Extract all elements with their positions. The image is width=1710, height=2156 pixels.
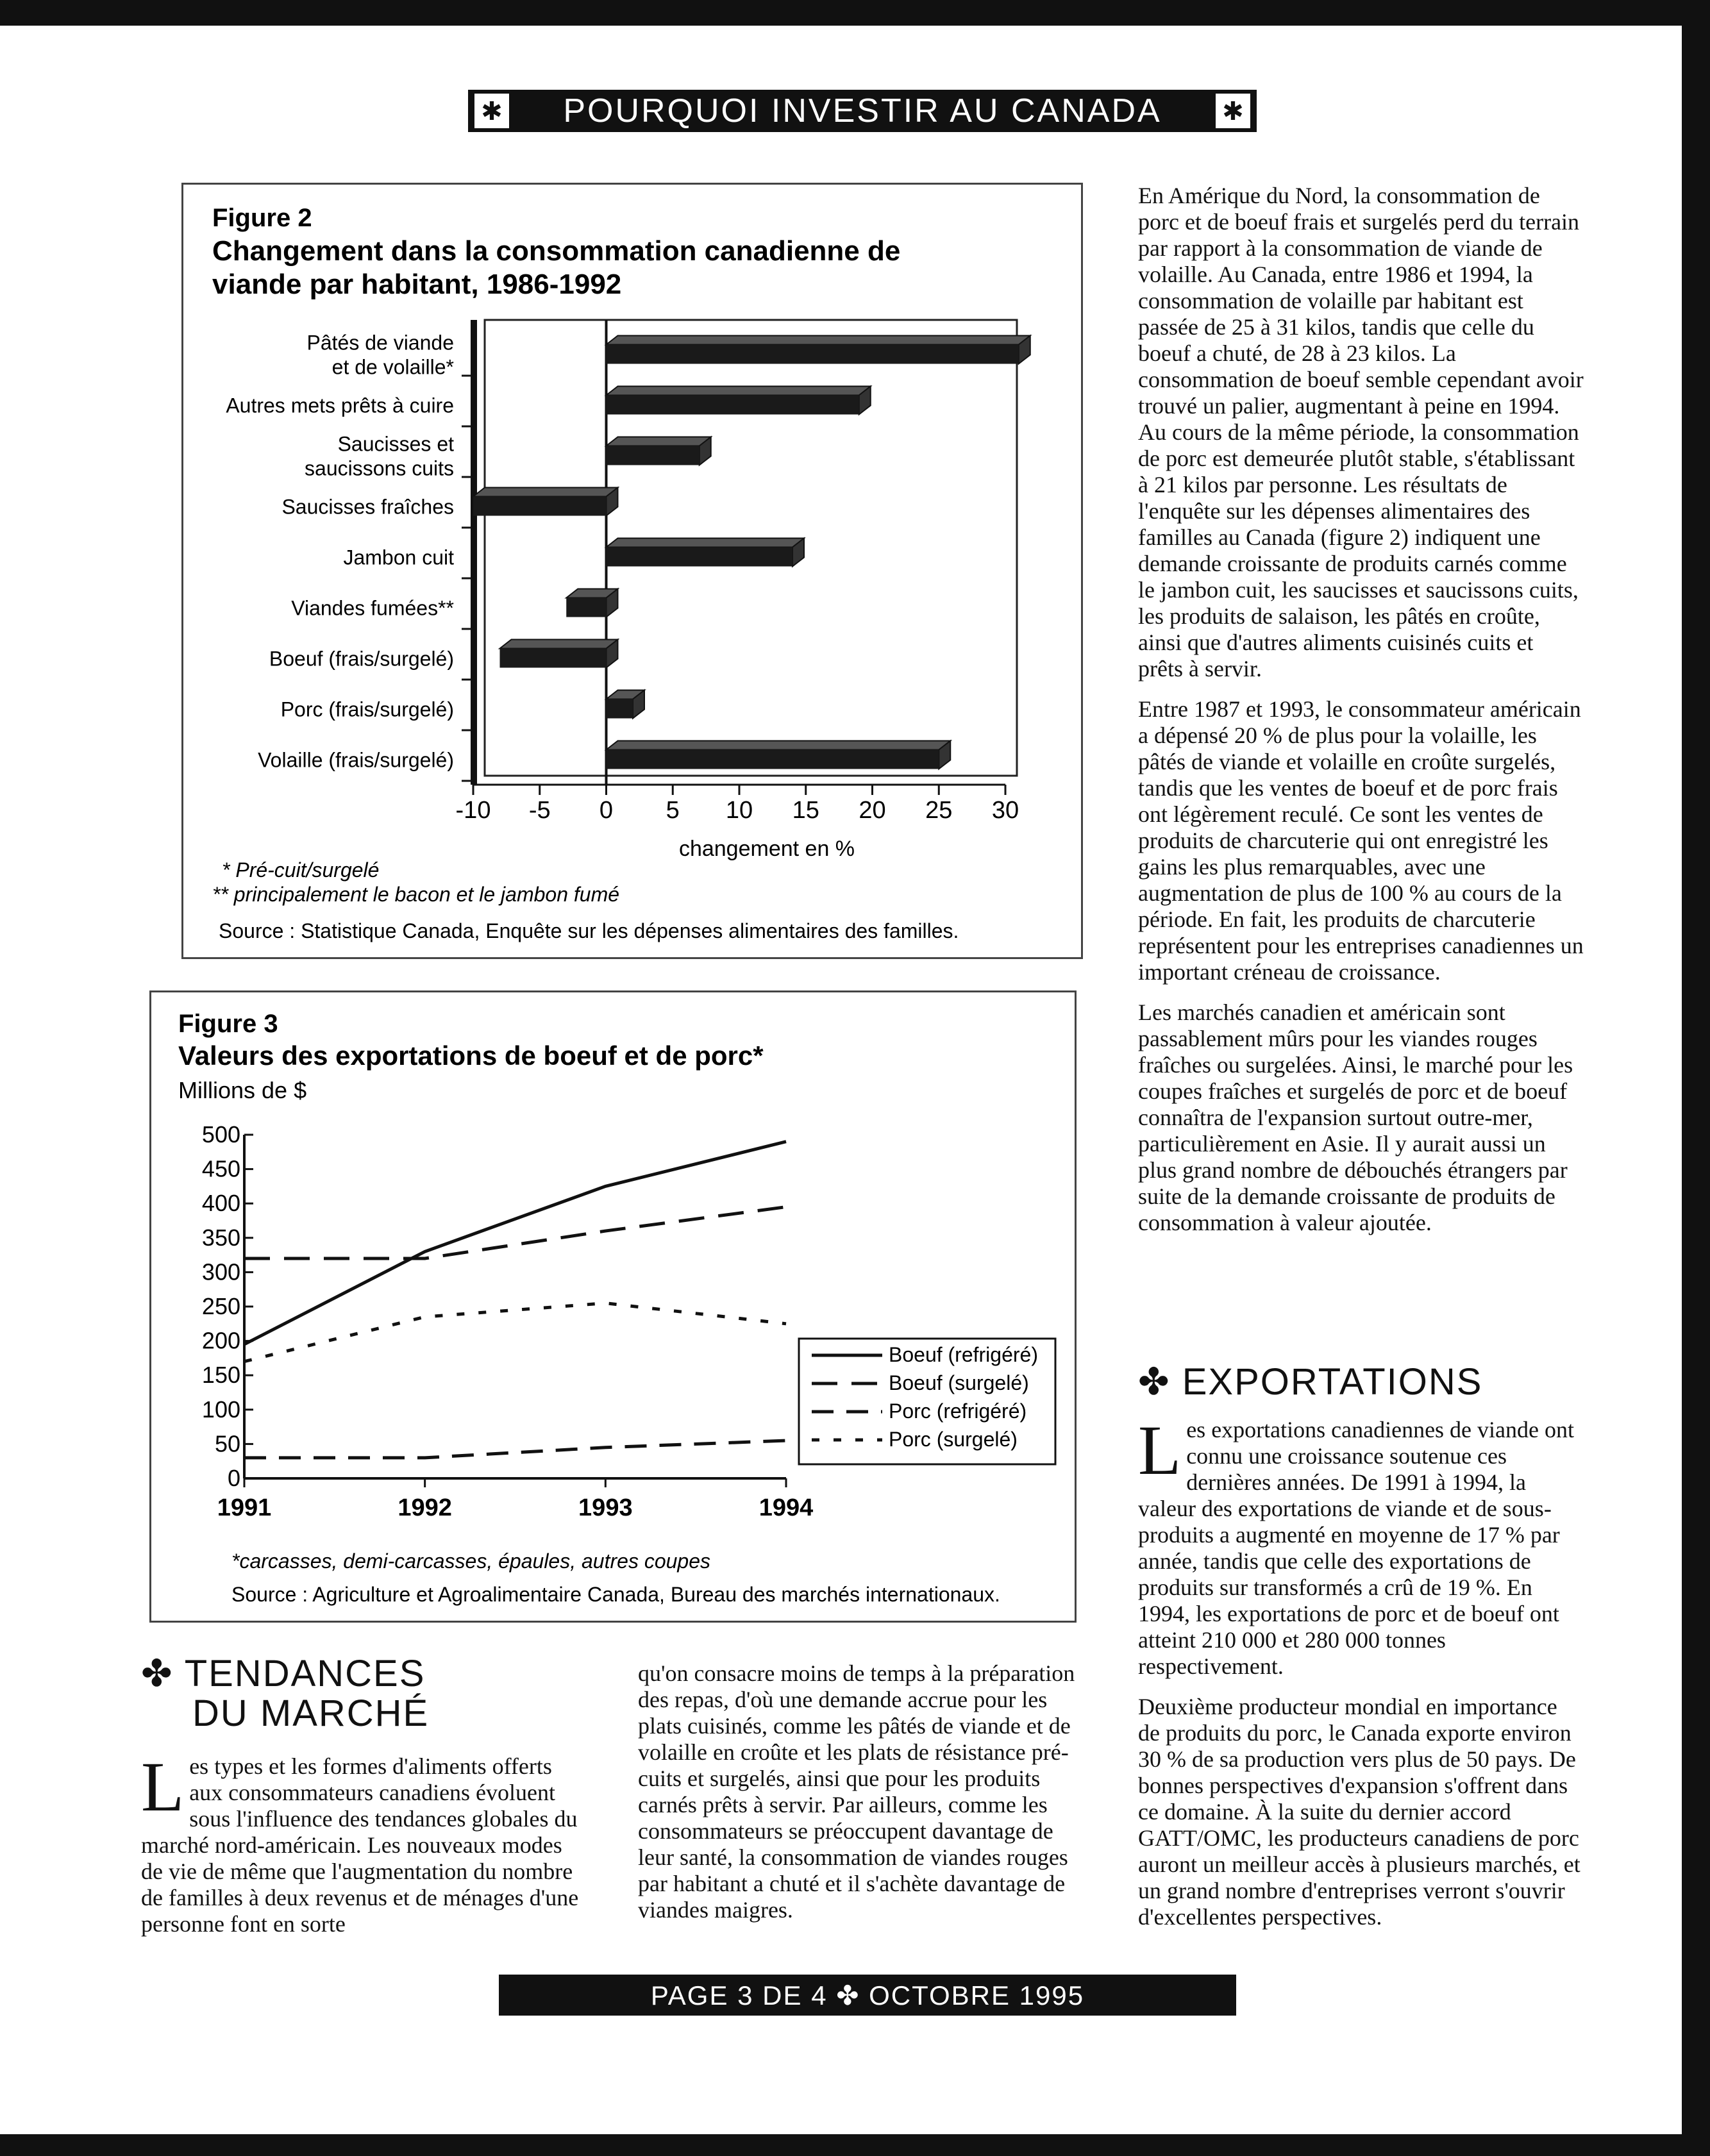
figure-3-series-line (244, 1441, 786, 1458)
figure-2-x-tick-label: 10 (725, 797, 753, 824)
paragraph: qu'on consacre moins de temps à la préparation des repas, d'où une demande accrue pour les plats cuisinés, comme les pâtés de viande et de volaille en croûte et les plats de résistance pré-cuits et surgelés, ainsi que pour les produits carnés prêts à servir. Par ailleurs, comme les consommateurs se préoccupent davantage de leur santé, la consommation de viandes rouges par habitant a chuté et il s'achète davantage de viandes maigres. (638, 1660, 1075, 1923)
top-border (0, 0, 1710, 26)
figure-3-series-line (244, 1207, 786, 1258)
figure-3-ylabel: Millions de $ (178, 1077, 307, 1103)
figure-2-source: Source : Statistique Canada, Enquête sur les dépenses alimentaires des familles. (219, 919, 959, 942)
figure-2-bar (607, 446, 700, 465)
figure-3-y-tick-label: 150 (201, 1362, 240, 1389)
figure-2-x-tick-label: -10 (455, 797, 491, 824)
figure-3-note: *carcasses, demi-carcasses, épaules, autres coupes (231, 1550, 711, 1573)
figure-3-y-tick-label: 400 (201, 1190, 240, 1217)
figure-2-bar (566, 598, 606, 617)
figure-2-bar-top (607, 741, 951, 750)
figure-2-y-axis (471, 320, 477, 785)
paragraph: Les types et les formes d'aliments offerts aux consommateurs canadiens évoluent sous l'influence des tendances globales du marché nord-américain. Les nouveaux modes de vie de même que l'augmentation du nombre de familles à deux revenus et de ménages d'une personne font en sorte (141, 1748, 579, 1937)
figure-2-category-label: Autres mets prêts à cuire (226, 394, 454, 417)
figure-2-bar (473, 497, 607, 516)
right-column (1138, 183, 1584, 1250)
figure-3-y-tick-label: 500 (201, 1121, 240, 1148)
figure-2-x-tick-label: 0 (599, 797, 614, 824)
exportations-heading: ✤ EXPORTATIONS (1138, 1361, 1483, 1403)
exportations-text (1138, 1411, 1584, 1944)
figure-3-y-tick-label: 350 (201, 1224, 240, 1251)
right-border (1682, 0, 1710, 2156)
figure-2-bar-top (607, 437, 711, 446)
figure-3-y-tick-label: 100 (201, 1396, 240, 1423)
page-footer: PAGE 3 DE 4 ✤ OCTOBRE 1995 (499, 1975, 1236, 2016)
bottom-border (0, 2134, 1710, 2156)
figure-3-y-tick-label: 300 (201, 1258, 240, 1285)
figure-3-x-tick-label: 1992 (398, 1494, 452, 1521)
figure-3-x-tick-label: 1994 (759, 1494, 814, 1521)
figure-2-category-label: Jambon cuit (343, 546, 454, 569)
figure-2-xlabel: changement en % (678, 837, 855, 861)
figure-2-x-tick-label: 5 (666, 797, 680, 824)
paragraph: En Amérique du Nord, la consommation de porc et de boeuf frais et surgelés perd du terrain par rapport à la consommation de viande de volaille. Au Canada, entre 1986 et 1994, la consommation de volaille par habitant est passée de 25 à 31 kilos, tandis que celle du boeuf a chuté, de 28 à 23 kilos. La consommation de boeuf semble cependant avoir trouvé un palier, augmentant à peine en 1994. Au cours de la même période, la consommation de porc est demeurée plutôt stable, s'établissant à 21 kilos par personne. Les résultats de l'enquête sur les dépenses alimentaires des familles au Canada (figure 2) indiquent une demande croissante de produits carnés comme le jambon cuit, les saucisses et saucissons cuits, les produits de salaison, les pâtés en croûte, ainsi que d'autres aliments cuisinés cuits et prêts à servir. (1138, 183, 1584, 681)
figure-2-bar (607, 750, 939, 769)
tendances-col2 (638, 1660, 1080, 1937)
page-header-title: POURQUOI INVESTIR AU CANADA (563, 92, 1162, 130)
figure-2-category-label: Porc (frais/surgelé) (280, 698, 454, 721)
maple-leaf-icon: ✤ (141, 1653, 174, 1694)
figure-3-series-line (244, 1142, 786, 1344)
figure-2-bar (607, 699, 633, 719)
figure-3-y-tick-label: 250 (201, 1293, 240, 1319)
figure-2-x-tick-label: 20 (859, 797, 886, 824)
figure-3-y-tick-label: 50 (214, 1430, 240, 1457)
figure-2-category-label: Viandes fumées** (291, 596, 454, 620)
figure-3-x-tick-label: 1993 (578, 1494, 633, 1521)
figure-2-title-line1: Changement dans la consommation canadienne de (212, 235, 901, 267)
figure-3-x-tick-label: 1991 (217, 1494, 272, 1521)
figure-3-label: Figure 3 (178, 1010, 278, 1038)
tendances-heading: ✤ TENDANCES DU MARCHÉ (141, 1653, 430, 1734)
figure-2-category-label: et de volaille* (331, 355, 454, 379)
figure-2-bar-top (607, 387, 871, 396)
paragraph: Deuxième producteur mondial en importance de produits du porc, le Canada exporte environ 30 % de sa production vers plus de 50 pays. De bonnes perspectives d'expansion s'offrent dans ce domaine. À la suite du dernier accord GATT/OMC, les producteurs canadiens de porc auront un meilleur accès à plusieurs marchés, et un grand nombre d'entreprises verront s'ouvrir d'excellentes perspectives. (1138, 1694, 1580, 1930)
tendances-col1 (141, 1748, 583, 1951)
figure-2-label: Figure 2 (212, 204, 312, 232)
figure-2-category-label: Saucisses fraîches (281, 495, 454, 519)
paragraph: Entre 1987 et 1993, le consommateur américain a dépensé 20 % de plus pour la volaille, les pâtés de viande et volaille en croûte surgelés, tandis que les ventes de boeuf et de porc frais ont légèrement reculé. Ce sont les ventes de produits de charcuterie qui ont enregistré les gains les plus remarquables, avec une augmentation de plus de 100 % au cours de la période. En fait, les produits de charcuterie représentent pour les entreprises canadiennes un important créneau de croissance. (1138, 696, 1584, 985)
canada-flag-icon (474, 94, 509, 128)
paragraph: Les exportations canadiennes de viande ont connu une croissance soutenue ces dernières années. De 1991 à 1994, la valeur des exportations de viande et de sous-produits a augmenté en moyenne de 17 % par année, tandis que celle des exportations de produits sur transformés a crû de 19 %. En 1994, les exportations de porc et de boeuf ont atteint 210 000 et 280 000 tonnes respectivement. (1138, 1411, 1574, 1679)
figure-3 (149, 990, 1077, 1623)
figure-2-x-tick-label: 30 (991, 797, 1019, 824)
figure-2-bar-top (500, 640, 618, 649)
figure-3-legend-label: Porc (surgelé) (889, 1428, 1018, 1451)
figure-2-note2: ** principalement le bacon et le jambon fumé (212, 883, 620, 906)
figure-2-category-label: Boeuf (frais/surgelé) (269, 647, 454, 671)
figure-3-legend-label: Boeuf (refrigéré) (889, 1343, 1038, 1366)
page-header (468, 90, 1257, 132)
figure-2-bar (607, 547, 793, 567)
figure-3-chart (151, 992, 1075, 1621)
figure-2-bar-top (473, 488, 618, 497)
drop-cap: L (1138, 1411, 1182, 1489)
figure-2-title-line2: viande par habitant, 1986-1992 (212, 269, 622, 300)
figure-2-note1: * Pré-cuit/surgelé (222, 858, 380, 882)
figure-2-category-label: Saucisses et (337, 432, 454, 456)
figure-2-chart (183, 185, 1081, 957)
figure-2-x-tick-label: -5 (528, 797, 551, 824)
figure-3-source: Source : Agriculture et Agroalimentaire Canada, Bureau des marchés internationaux. (231, 1583, 1000, 1606)
figure-2-bar-top (607, 539, 805, 547)
figure-3-legend-label: Porc (refrigéré) (889, 1400, 1027, 1423)
figure-2-bar (500, 649, 607, 668)
figure-2 (181, 183, 1083, 959)
figure-3-y-tick-label: 200 (201, 1327, 240, 1354)
paragraph: Les marchés canadien et américain sont passablement mûrs pour les viandes rouges fraîches ou surgelées. Ainsi, le marché pour les coupes fraîches et surgelés de porc et de boeuf connaîtra de l'expansion surtout outre-mer, particulièrement en Asie. Il y aurait aussi un plus grand nombre de débouchés étrangers par suite de la demande croissante de produits de consommation à valeur ajoutée. (1138, 999, 1573, 1235)
canada-flag-icon (1216, 94, 1250, 128)
maple-leaf-icon: ✤ (1138, 1361, 1171, 1403)
figure-2-x-tick-label: 15 (792, 797, 819, 824)
figure-3-series-line (244, 1303, 786, 1362)
figure-2-category-label: Volaille (frais/surgelé) (258, 748, 454, 772)
figure-2-bar-top (607, 336, 1030, 345)
drop-cap: L (141, 1748, 185, 1826)
figure-2-bar (607, 345, 1019, 364)
figure-3-y-tick-label: 450 (201, 1155, 240, 1182)
figure-2-category-label: Pâtés de viande (306, 331, 454, 355)
figure-2-bar (607, 396, 859, 415)
figure-2-x-tick-label: 25 (925, 797, 953, 824)
figure-3-y-tick-label: 0 (227, 1465, 240, 1491)
figure-3-legend-label: Boeuf (surgelé) (889, 1371, 1029, 1394)
figure-2-category-label: saucissons cuits (305, 456, 454, 480)
figure-3-title: Valeurs des exportations de boeuf et de porc* (178, 1040, 764, 1071)
